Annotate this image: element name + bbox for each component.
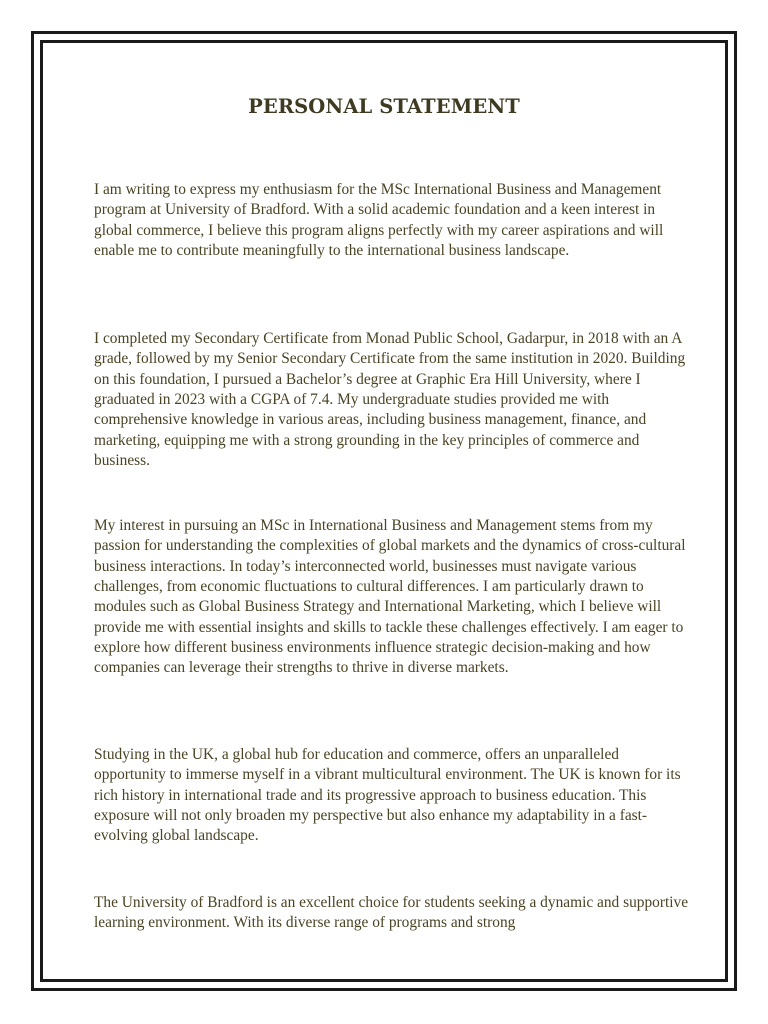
paragraph-education: I completed my Secondary Certificate from Monad Public School, Gadarpur, in 2018 with an A grade, followed by my Senior Secondary Certificate from the same institution in 2020. Building on this foundation, I pursued a Bachelor’s degree at Graphic Era Hill University, where I graduated in 2023 with a CGPA of 7.4. My undergraduate studies provided me with comprehensive knowledge in various areas, including business management, finance, and marketing, equipping me with a strong grounding in the key principles of commerce and business. <box>94 330 686 470</box>
paragraph-why-uk: Studying in the UK, a global hub for education and commerce, offers an unparalleled opportunity to immerse myself in a vibrant multicultural environment. The UK is known for its rich history in international trade and its progressive approach to business education. This exposure will not only broaden my perspective but also enhance my adaptability in a fast-evolving global landscape. <box>94 746 681 845</box>
page-border-outer <box>31 31 737 991</box>
paragraph-motivation: My interest in pursuing an MSc in International Business and Management stems from my passion for understanding the complexities of global markets and the dynamics of cross-cultural business interactions. In today’s interconnected world, businesses must navigate various challenges, from economic fluctuations to cultural differences. I am particularly drawn to modules such as Global Business Strategy and International Marketing, which I believe will provide me with essential insights and skills to tackle these challenges effectively. I am eager to explore how different business environments influence strategic decision-making and how companies can leverage their strengths to thrive in diverse markets. <box>94 517 686 677</box>
paragraph-introduction: I am writing to express my enthusiasm for the MSc International Business and Management program at University of Bradford. With a solid academic foundation and a keen interest in global commerce, I believe this program aligns perfectly with my career aspirations and will enable me to contribute meaningfully to the international business landscape. <box>94 181 664 260</box>
page-title: PERSONAL STATEMENT <box>248 95 520 118</box>
page-border-inner <box>40 40 728 982</box>
paragraph-why-university: The University of Bradford is an excellent choice for students seeking a dynamic and supportive learning environment. With its diverse range of programs and strong <box>94 894 689 932</box>
